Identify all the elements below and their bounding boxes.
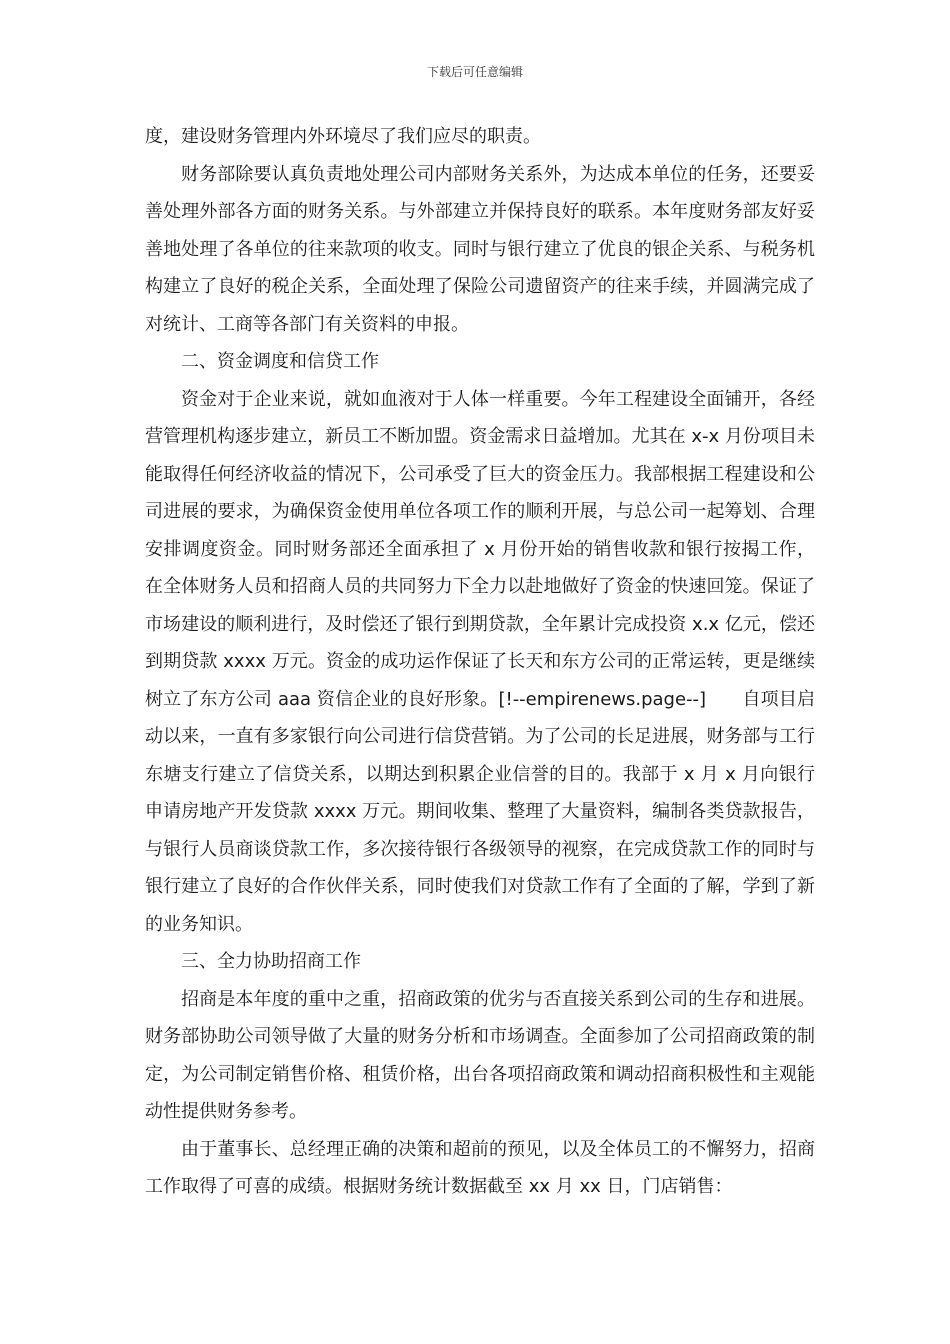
paragraph: 由于董事长、总经理正确的决策和超前的预见，以及全体员工的不懈努力，招商工作取得了可喜的成绩。根据财务统计数据截至 xx 月 xx 日，门店销售：	[145, 1138, 815, 1197]
section-heading: 二、资金调度和信贷工作	[181, 351, 379, 372]
paragraph: 度，建设财务管理内外环境尽了我们应尽的职责。	[145, 126, 541, 147]
paragraph: 财务部除要认真负责地处理公司内部财务关系外，为达成本单位的任务，还要妥善处理外部各方面的财务关系。与外部建立并保持良好的联系。本年度财务部友好妥善地处理了各单位的往来款项的收支。同时与银行建立了优良的银企关系、与税务机构建立了良好的税企关系，全面处理了保险公司遗留资产的往来手续，并圆满完成了对统计、工商等各部门有关资料的申报。	[145, 163, 815, 335]
section-heading: 三、全力协助招商工作	[181, 951, 361, 972]
paragraph: 资金对于企业来说，就如血液对于人体一样重要。今年工程建设全面铺开，各经营管理机构逐步建立，新员工不断加盟。资金需求日益增加。尤其在 x-x 月份项目未能取得任何经济收益的情况下，公司承受了巨大的资金压力。我部根据工程建设和公司进展的要求，为确保资金使用单位各项工作的顺利开展，与总公司一起筹划、合理安排调度资金。同时财务部还全面承担了 x 月份开始的销售收款和银行按揭工作，在全体财务人员和招商人员的共同努力下全力以赴地做好了资金的快速回笼。保证了市场建设的顺利进行，及时偿还了银行到期贷款，全年累计完成投资 x.x 亿元，偿还到期贷款 xxxx 万元。资金的成功运作保证了长天和东方公司的正常运转，更是继续树立了东方公司 aaa 资信企业的良好形象。[!--empirenews.page--] 自项目启动以来，一直有多家银行向公司进行信贷营销。为了公司的长足进展，财务部与工行东塘支行建立了信贷关系，以期达到积累企业信誉的目的。我部于 x 月 x 月向银行申请房地产开发贷款 xxxx 万元。期间收集、整理了大量资料，编制各类贷款报告，与银行人员商谈贷款工作，多次接待银行各级领导的视察，在完成贷款工作的同时与银行建立了良好的合作伙伴关系，同时使我们对贷款工作有了全面的了解，学到了新的业务知识。	[145, 388, 815, 935]
paragraph: 招商是本年度的重中之重，招商政策的优劣与否直接关系到公司的生存和进展。财务部协助公司领导做了大量的财务分析和市场调查。全面参加了公司招商政策的制定，为公司制定销售价格、租赁价格，出台各项招商政策和调动招商积极性和主观能动性提供财务参考。	[145, 988, 815, 1122]
page-header: 下载后可任意编辑	[426, 65, 523, 79]
document-body	[145, 118, 815, 1206]
